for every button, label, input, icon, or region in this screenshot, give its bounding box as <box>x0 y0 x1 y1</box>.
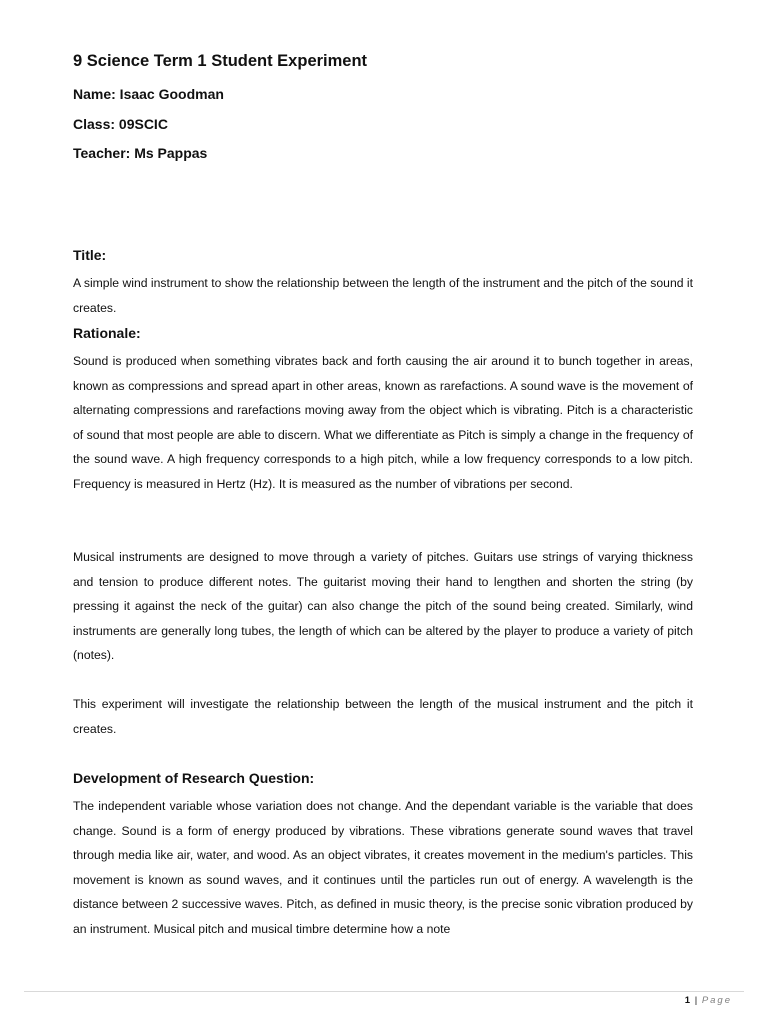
footer-divider <box>24 991 744 992</box>
title-body: A simple wind instrument to show the relationship between the length of the instrument and the pitch of the sound it creates. <box>73 276 693 315</box>
document-title: 9 Science Term 1 Student Experiment <box>73 52 368 70</box>
page-label: Page <box>701 995 732 1006</box>
rationale-paragraph-2: Musical instruments are designed to move through a variety of pitches. Guitars use strings of varying thickness and tension to produce different notes. The guitarist moving their hand to lengthen and shorten the string (by pressing it against the neck of the guitar) can also change the pitch of the sound being created. Similarly, wind instruments are generally long tubes, the length of which can be altered by the player to produce a variety of pitch (notes). <box>73 550 693 663</box>
development-body: The independent variable whose variation does not change. And the dependant variable is the variable that does change. Sound is a form of energy produced by vibrations. These vibrations generate sound waves that travel through media like air, water, and wood. As an object vibrates, it creates movement in the medium's particles. This movement is known as sound waves, and it continues until the particles run out of energy. A wavelength is the distance between 2 successive waves. Pitch, as defined in music theory, is the precise sonic vibration produced by an instrument. Musical pitch and musical timbre determine how a note <box>73 799 693 936</box>
page-number: 1 <box>684 995 691 1006</box>
student-name: Name: Isaac Goodman <box>73 86 224 102</box>
rationale-heading: Rationale: <box>73 325 141 341</box>
page-separator: | <box>694 995 698 1006</box>
page-footer <box>685 995 732 1006</box>
development-heading: Development of Research Question: <box>73 770 315 786</box>
teacher-name: Teacher: Ms Pappas <box>73 145 208 161</box>
rationale-paragraph-1: Sound is produced when something vibrates back and forth causing the air around it to bunch together in areas, known as compressions and spread apart in other areas, known as rarefactions. A sound wave is the movement of alternating compressions and rarefactions moving away from the object which is vibrating. Pitch is a characteristic of sound that most people are able to discern. What we differentiate as Pitch is simply a change in the frequency of the sound wave. A high frequency corresponds to a high pitch, while a low frequency corresponds to a low pitch. Frequency is measured in Hertz (Hz). It is measured as the number of vibrations per second. <box>73 354 693 491</box>
rationale-paragraph-3: This experiment will investigate the relationship between the length of the musical instrument and the pitch it creates. <box>73 697 693 736</box>
student-class: Class: 09SCIC <box>73 116 168 132</box>
title-heading: Title: <box>73 247 107 263</box>
